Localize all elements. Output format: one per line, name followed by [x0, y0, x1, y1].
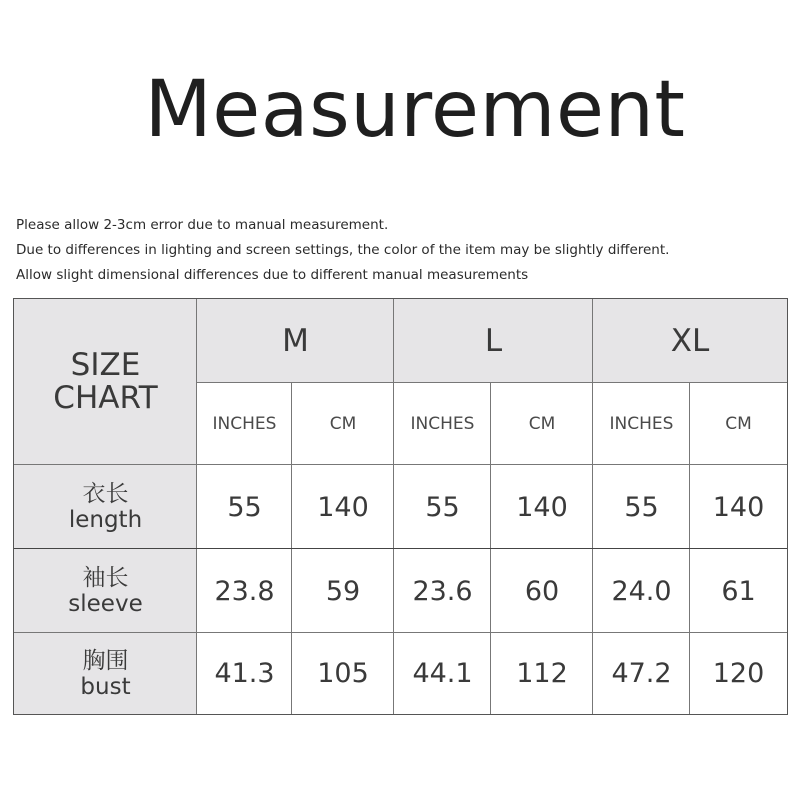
- unit-header: INCHES: [212, 414, 277, 434]
- table-cell: 140: [712, 491, 765, 523]
- row-label-length: [14, 465, 197, 549]
- unit-header: CM: [725, 414, 752, 434]
- notes: [16, 214, 669, 289]
- table-cell: 24.0: [611, 575, 672, 607]
- row-label-bust: [14, 633, 197, 714]
- row-label-sleeve: [14, 549, 197, 633]
- table-cell: 55: [227, 491, 262, 523]
- table-cell: 105: [317, 658, 369, 689]
- grid-line: [14, 632, 787, 633]
- grid-line: [196, 299, 197, 714]
- unit-header: INCHES: [410, 414, 475, 434]
- table-cell: 55: [624, 491, 659, 523]
- unit-header: CM: [528, 414, 556, 434]
- table-cell: 59: [325, 575, 361, 607]
- size-header-m: M: [197, 299, 394, 383]
- table-cell: 44.1: [412, 658, 473, 689]
- table-cell: 61: [721, 575, 756, 607]
- grid-line: [14, 548, 787, 549]
- unit-header: CM: [329, 414, 357, 434]
- table-cell: 140: [317, 491, 369, 523]
- table-cell: 47.2: [611, 658, 672, 689]
- row-label-cn: 衣长: [82, 481, 129, 507]
- row-label-cn: 胸围: [82, 647, 129, 674]
- table-cell: 112: [516, 658, 568, 689]
- grid-line: [14, 464, 787, 465]
- note-line: Please allow 2-3cm error due to manual measurement.: [16, 217, 389, 233]
- row-label-en: length: [68, 507, 143, 533]
- corner-label-chart: CHART: [53, 380, 158, 416]
- grid-line: [197, 382, 787, 383]
- grid-line: [393, 299, 394, 714]
- size-header-xl: XL: [593, 299, 787, 383]
- table-cell: 60: [524, 575, 560, 607]
- note-line: Allow slight dimensional differences due to different manual measurements: [16, 267, 529, 283]
- row-label-cn: 袖长: [82, 565, 129, 591]
- row-label-en: sleeve: [68, 591, 143, 617]
- note-line: Due to differences in lighting and screen settings, the color of the item may be slightly different.: [16, 242, 670, 258]
- table-cell: 23.8: [214, 575, 275, 607]
- table-cell: 55: [425, 491, 460, 523]
- table-cell: 41.3: [214, 658, 275, 689]
- size-header-l: L: [394, 299, 593, 383]
- size-chart-corner: [14, 299, 197, 465]
- unit-header: INCHES: [609, 414, 674, 434]
- table-cell: 23.6: [412, 575, 473, 607]
- corner-label-size: SIZE: [70, 347, 141, 383]
- table-cell: 140: [516, 491, 568, 523]
- grid-line: [592, 299, 593, 714]
- row-label-en: bust: [80, 673, 131, 700]
- page-title: Measurement: [144, 65, 686, 155]
- table-cell: 120: [712, 658, 765, 689]
- size-chart-table: [13, 298, 788, 715]
